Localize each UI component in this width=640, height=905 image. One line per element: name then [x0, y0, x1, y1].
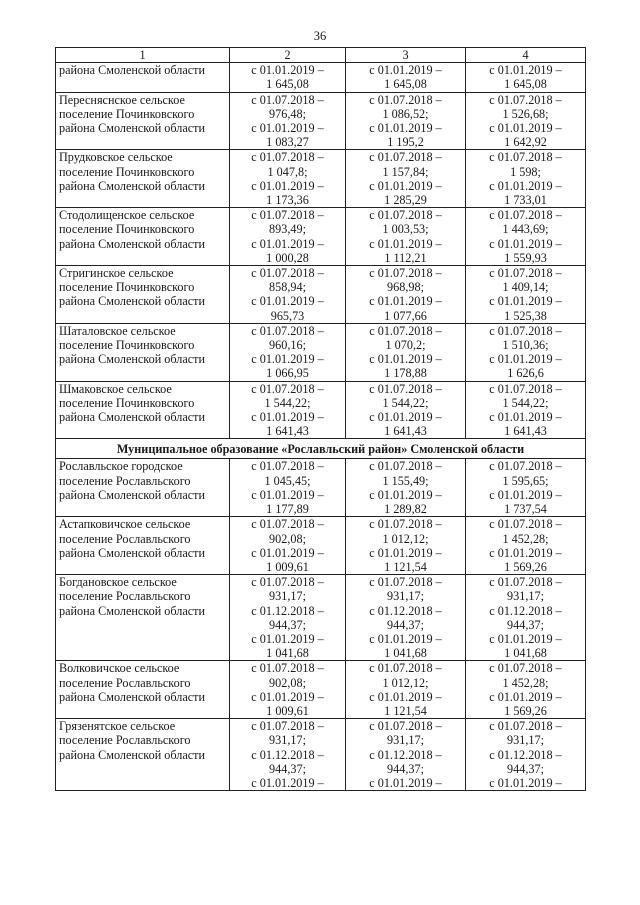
cell-line: 1 066,95	[266, 366, 309, 381]
cell-line: 1 452,28;	[502, 531, 549, 546]
tariff-cell	[230, 517, 346, 575]
cell-line: 1 155,49;	[382, 473, 429, 488]
cell-line: района Смоленской области	[59, 603, 205, 618]
cell-line: 1 000,28	[266, 250, 309, 265]
cell-line: 1 289,82	[384, 502, 427, 517]
cell-line: с 01.01.2019 –	[369, 121, 442, 136]
cell-line: с 01.01.2019 –	[369, 178, 442, 193]
cell-line: с 01.01.2019 –	[251, 487, 324, 502]
settlement-name-cell	[56, 459, 230, 517]
settlement-name-cell	[56, 517, 230, 575]
tariff-cell	[230, 381, 346, 439]
cell-line: с 01.07.2018 –	[251, 208, 324, 223]
cell-line: с 01.01.2019 –	[489, 631, 562, 646]
cell-line: с 01.01.2019 –	[251, 689, 324, 704]
cell-line: с 01.01.2019 –	[369, 487, 442, 502]
cell-line: с 01.01.2019 –	[489, 775, 562, 790]
column-number: 1	[56, 48, 230, 63]
cell-line: с 01.01.2019 –	[251, 63, 324, 78]
tariff-table	[55, 47, 586, 791]
cell-line: 1 012,12;	[382, 675, 429, 690]
cell-line: с 01.07.2018 –	[369, 661, 442, 676]
cell-line: 1 544,22;	[382, 395, 429, 410]
cell-line: с 01.01.2019 –	[489, 689, 562, 704]
tariff-cell	[466, 92, 586, 150]
tariff-cell	[346, 459, 466, 517]
cell-line: с 01.01.2019 –	[369, 63, 442, 78]
tariff-cell	[230, 661, 346, 719]
cell-line: 976,48;	[269, 106, 306, 121]
cell-line: 931,17;	[507, 589, 544, 604]
cell-line: с 01.07.2018 –	[489, 381, 562, 396]
cell-line: с 01.01.2019 –	[251, 631, 324, 646]
cell-line: поселение Рославльского	[59, 589, 191, 604]
cell-line: поселение Починковского	[59, 338, 195, 353]
cell-line: 944,37;	[507, 761, 544, 776]
cell-line: района Смоленской области	[59, 689, 205, 704]
tariff-cell	[346, 208, 466, 266]
cell-line: с 01.01.2019 –	[369, 410, 442, 425]
cell-line: 858,94;	[269, 280, 306, 295]
cell-line: 931,17;	[387, 733, 424, 748]
tariff-cell	[346, 575, 466, 661]
tariff-cell	[230, 92, 346, 150]
cell-line: 1 569,26	[504, 559, 547, 574]
cell-line: района Смоленской области	[59, 487, 205, 502]
cell-line: с 01.01.2019 –	[369, 545, 442, 560]
cell-line: 968,98;	[387, 280, 424, 295]
cell-line: 1 009,61	[266, 559, 309, 574]
cell-line: 1 077,66	[384, 308, 427, 323]
cell-line: 1 641,43	[504, 424, 547, 439]
settlement-name-cell	[56, 63, 230, 92]
cell-line: 1 112,21	[384, 250, 427, 265]
cell-line: 1 598;	[510, 164, 541, 179]
tariff-cell	[230, 208, 346, 266]
cell-line: Пересняснское сельское	[59, 92, 185, 107]
cell-line: 1 041,68	[266, 646, 309, 661]
cell-line: с 01.01.2019 –	[251, 775, 324, 790]
cell-line: 1 733,01	[504, 193, 547, 208]
cell-line: с 01.01.2019 –	[489, 121, 562, 136]
cell-line: 1 645,08	[504, 77, 547, 92]
cell-line: с 01.01.2019 –	[489, 545, 562, 560]
tariff-cell	[346, 719, 466, 791]
cell-line: 1 121,54	[384, 559, 427, 574]
cell-line: 944,37;	[269, 761, 306, 776]
table-row	[56, 381, 586, 439]
cell-line: с 01.07.2018 –	[369, 208, 442, 223]
cell-line: с 01.07.2018 –	[369, 517, 442, 532]
cell-line: Прудковское сельское	[59, 150, 173, 165]
cell-line: района Смоленской области	[59, 121, 205, 136]
cell-line: с 01.07.2018 –	[489, 517, 562, 532]
cell-line: с 01.07.2018 –	[369, 381, 442, 396]
cell-line: с 01.01.2019 –	[251, 352, 324, 367]
cell-line: 965,73	[270, 308, 305, 323]
tariff-cell	[230, 719, 346, 791]
cell-line: 1 285,29	[384, 193, 427, 208]
cell-line: 1 642,92	[504, 135, 547, 150]
cell-line: района Смоленской области	[59, 178, 205, 193]
settlement-name-cell	[56, 719, 230, 791]
cell-line: 1 041,68	[504, 646, 547, 661]
cell-line: с 01.01.2019 –	[489, 236, 562, 251]
cell-line: с 01.07.2018 –	[251, 575, 324, 590]
cell-line: 931,17;	[269, 733, 306, 748]
cell-line: поселение Починковского	[59, 106, 195, 121]
tariff-cell	[230, 575, 346, 661]
cell-line: 1 595,65;	[502, 473, 549, 488]
table-row	[56, 92, 586, 150]
cell-line: с 01.07.2018 –	[489, 575, 562, 590]
cell-line: 1 559,93	[504, 250, 547, 265]
tariff-cell	[466, 323, 586, 381]
cell-line: района Смоленской области	[59, 747, 205, 762]
cell-line: 1 083,27	[266, 135, 309, 150]
cell-line: района Смоленской области	[59, 545, 205, 560]
cell-line: с 01.07.2018 –	[369, 323, 442, 338]
cell-line: с 01.12.2018 –	[251, 747, 324, 762]
cell-line: с 01.01.2019 –	[251, 410, 324, 425]
cell-line: 1 544,22;	[264, 395, 311, 410]
cell-line: 1 009,61	[266, 703, 309, 718]
table-row	[56, 719, 586, 791]
cell-line: района Смоленской области	[59, 410, 205, 425]
settlement-name-cell	[56, 92, 230, 150]
column-number: 3	[346, 48, 466, 63]
cell-line: с 01.01.2019 –	[489, 294, 562, 309]
cell-line: 1 645,08	[384, 77, 427, 92]
cell-line: с 01.07.2018 –	[489, 208, 562, 223]
cell-line: с 01.07.2018 –	[251, 266, 324, 281]
cell-line: с 01.07.2018 –	[369, 459, 442, 474]
cell-line: с 01.01.2019 –	[369, 775, 442, 790]
cell-line: 944,37;	[269, 617, 306, 632]
cell-line: с 01.07.2018 –	[489, 266, 562, 281]
table-row	[56, 63, 586, 92]
cell-line: с 01.07.2018 –	[251, 661, 324, 676]
tariff-cell	[230, 150, 346, 208]
cell-line: 1 003,53;	[382, 222, 429, 237]
cell-line: с 01.01.2019 –	[251, 545, 324, 560]
settlement-name-cell	[56, 150, 230, 208]
cell-line: с 01.01.2019 –	[369, 352, 442, 367]
tariff-cell	[466, 381, 586, 439]
cell-line: 1 121,54	[384, 703, 427, 718]
cell-line: 1 544,22;	[502, 395, 549, 410]
tariff-cell	[466, 150, 586, 208]
tariff-cell	[466, 661, 586, 719]
cell-line: 1 443,69;	[502, 222, 549, 237]
cell-line: 902,08;	[269, 675, 306, 690]
cell-line: с 01.07.2018 –	[251, 323, 324, 338]
cell-line: с 01.07.2018 –	[369, 719, 442, 734]
cell-line: 1 157,84;	[382, 164, 429, 179]
cell-line: с 01.07.2018 –	[489, 719, 562, 734]
cell-line: поселение Починковского	[59, 222, 195, 237]
section-header-row	[56, 439, 586, 459]
tariff-cell	[346, 63, 466, 92]
cell-line: 1 173,36	[266, 193, 309, 208]
cell-line: поселение Рославльского	[59, 675, 191, 690]
settlement-name-cell	[56, 323, 230, 381]
tariff-cell	[466, 719, 586, 791]
cell-line: 931,17;	[387, 589, 424, 604]
cell-line: 1 178,88	[384, 366, 427, 381]
cell-line: с 01.07.2018 –	[489, 661, 562, 676]
tariff-cell	[466, 63, 586, 92]
tariff-cell	[346, 150, 466, 208]
tariff-cell	[230, 323, 346, 381]
cell-line: с 01.12.2018 –	[489, 747, 562, 762]
cell-line: с 01.01.2019 –	[251, 294, 324, 309]
cell-line: 1 409,14;	[502, 280, 549, 295]
tariff-cell	[346, 661, 466, 719]
cell-line: с 01.12.2018 –	[489, 603, 562, 618]
cell-line: поселение Починковского	[59, 395, 195, 410]
cell-line: с 01.01.2019 –	[489, 63, 562, 78]
tariff-cell	[230, 63, 346, 92]
cell-line: с 01.07.2018 –	[251, 517, 324, 532]
page-number: 36	[313, 29, 327, 43]
cell-line: с 01.07.2018 –	[251, 150, 324, 165]
tariff-cell	[230, 459, 346, 517]
cell-line: с 01.07.2018 –	[369, 575, 442, 590]
cell-line: 1 526,68;	[502, 106, 549, 121]
cell-line: 1 569,26	[504, 703, 547, 718]
tariff-cell	[346, 517, 466, 575]
cell-line: Стодолищенское сельское	[59, 208, 195, 223]
cell-line: 1 645,08	[266, 77, 309, 92]
settlement-name-cell	[56, 208, 230, 266]
tariff-cell	[346, 266, 466, 324]
settlement-name-cell	[56, 381, 230, 439]
cell-line: 1 641,43	[384, 424, 427, 439]
column-number: 4	[466, 48, 586, 63]
cell-line: 960,16;	[269, 338, 306, 353]
cell-line: с 01.01.2019 –	[251, 121, 324, 136]
table-row	[56, 459, 586, 517]
cell-line: 1 525,38	[504, 308, 547, 323]
tariff-cell	[230, 266, 346, 324]
section-title: Муниципальное образование «Рославльский район» Смоленской области	[56, 439, 586, 459]
cell-line: 1 737,54	[504, 502, 547, 517]
cell-line: Шмаковское сельское	[59, 381, 172, 396]
settlement-name-cell	[56, 661, 230, 719]
cell-line: 931,17;	[269, 589, 306, 604]
column-number-row	[56, 48, 586, 63]
cell-line: района Смоленской области	[59, 294, 205, 309]
cell-line: поселение Рославльского	[59, 473, 191, 488]
table-row	[56, 150, 586, 208]
table-row	[56, 208, 586, 266]
cell-line: Шаталовское сельское	[59, 323, 176, 338]
cell-line: с 01.07.2018 –	[251, 719, 324, 734]
cell-line: с 01.01.2019 –	[251, 178, 324, 193]
cell-line: поселение Рославльского	[59, 733, 191, 748]
cell-line: с 01.01.2019 –	[251, 236, 324, 251]
cell-line: Стригинское сельское	[59, 266, 174, 281]
cell-line: поселение Рославльского	[59, 531, 191, 546]
cell-line: Рославльское городское	[59, 459, 183, 474]
table-row	[56, 575, 586, 661]
cell-line: 902,08;	[269, 531, 306, 546]
tariff-cell	[346, 381, 466, 439]
cell-line: с 01.07.2018 –	[489, 150, 562, 165]
table-row	[56, 323, 586, 381]
cell-line: с 01.07.2018 –	[369, 150, 442, 165]
tariff-cell	[466, 208, 586, 266]
cell-line: 1 177,89	[266, 502, 309, 517]
cell-line: с 01.07.2018 –	[369, 92, 442, 107]
cell-line: с 01.01.2019 –	[369, 236, 442, 251]
cell-line: с 01.07.2018 –	[489, 323, 562, 338]
cell-line: 931,17;	[507, 733, 544, 748]
table-body	[56, 63, 586, 791]
tariff-cell	[466, 266, 586, 324]
cell-line: с 01.01.2019 –	[489, 410, 562, 425]
cell-line: с 01.01.2019 –	[369, 631, 442, 646]
cell-line: с 01.01.2019 –	[489, 178, 562, 193]
tariff-cell	[466, 517, 586, 575]
cell-line: Астапковичское сельское	[59, 517, 191, 532]
cell-line: с 01.07.2018 –	[489, 459, 562, 474]
cell-line: 944,37;	[387, 617, 424, 632]
cell-line: с 01.07.2018 –	[251, 381, 324, 396]
cell-line: 1 641,43	[266, 424, 309, 439]
cell-line: с 01.01.2019 –	[489, 487, 562, 502]
table-row	[56, 517, 586, 575]
cell-line: района Смоленской области	[59, 236, 205, 251]
cell-line: с 01.07.2018 –	[251, 92, 324, 107]
tariff-cell	[466, 459, 586, 517]
cell-line: с 01.01.2019 –	[369, 689, 442, 704]
cell-line: 944,37;	[387, 761, 424, 776]
cell-line: с 01.01.2019 –	[489, 352, 562, 367]
cell-line: 1 626,6	[507, 366, 544, 381]
tariff-cell	[466, 575, 586, 661]
cell-line: района Смоленской области	[59, 352, 205, 367]
tariff-cell	[346, 323, 466, 381]
cell-line: с 01.12.2018 –	[251, 603, 324, 618]
cell-line: 893,49;	[269, 222, 306, 237]
cell-line: 1 510,36;	[502, 338, 549, 353]
table-row	[56, 266, 586, 324]
cell-line: 1 012,12;	[382, 531, 429, 546]
cell-line: поселение Починковского	[59, 280, 195, 295]
cell-line: 1 195,2	[387, 135, 424, 150]
cell-line: 1 047,8;	[267, 164, 308, 179]
cell-line: с 01.07.2018 –	[251, 459, 324, 474]
cell-line: с 01.07.2018 –	[489, 92, 562, 107]
table-row	[56, 661, 586, 719]
cell-line: 1 452,28;	[502, 675, 549, 690]
cell-line: 1 086,52;	[382, 106, 429, 121]
cell-line: 944,37;	[507, 617, 544, 632]
cell-line: поселение Починковского	[59, 164, 195, 179]
cell-line: района Смоленской области	[59, 63, 205, 78]
cell-line: с 01.12.2018 –	[369, 603, 442, 618]
cell-line: Грязенятское сельское	[59, 719, 176, 734]
cell-line: 1 070,2;	[385, 338, 426, 353]
cell-line: Волковичское сельское	[59, 661, 180, 676]
cell-line: Богдановское сельское	[59, 575, 177, 590]
column-number: 2	[230, 48, 346, 63]
cell-line: 1 045,45;	[264, 473, 311, 488]
cell-line: с 01.01.2019 –	[369, 294, 442, 309]
settlement-name-cell	[56, 575, 230, 661]
cell-line: 1 041,68	[384, 646, 427, 661]
cell-line: с 01.07.2018 –	[369, 266, 442, 281]
settlement-name-cell	[56, 266, 230, 324]
cell-line: с 01.12.2018 –	[369, 747, 442, 762]
tariff-cell	[346, 92, 466, 150]
